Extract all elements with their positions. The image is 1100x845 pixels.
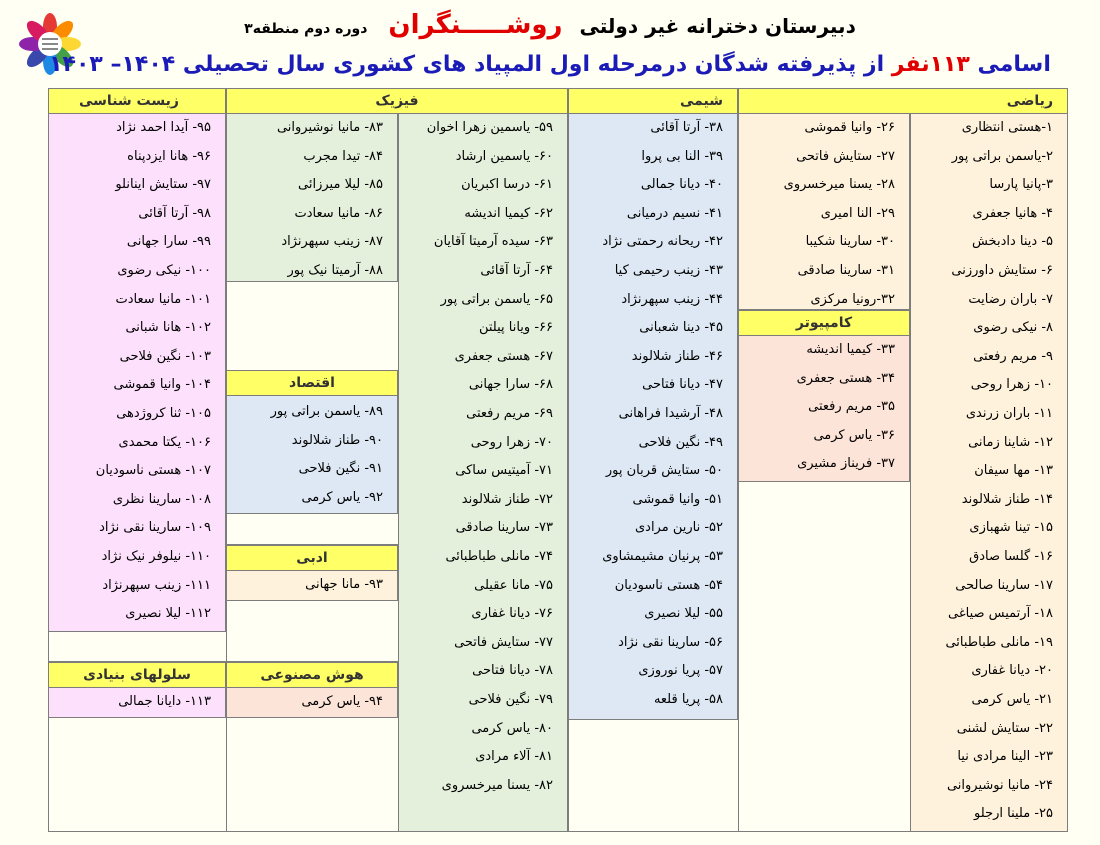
student-entry: ۹۸- آرتا آقائی bbox=[138, 205, 211, 221]
student-entry: ۳۰- سارینا شکیبا bbox=[805, 234, 895, 250]
student-entry: ۶۳- سیده آرمیتا آقایان bbox=[433, 234, 553, 250]
student-entry: ۷۶- دیانا غفاری bbox=[471, 606, 553, 622]
student-entry: ۸۹- یاسمن براتی پور bbox=[270, 404, 383, 419]
student-entry: ۸۷- زینب سپهرنژاد bbox=[281, 234, 383, 250]
student-entry: ۱۱- باران زرندی bbox=[965, 406, 1053, 421]
subtitle-part1: اسامی bbox=[977, 52, 1051, 77]
student-entry: ۵۹- یاسمین زهرا اخوان bbox=[426, 120, 553, 135]
student-entry: ۵۵- لیلا نصیری bbox=[644, 606, 723, 622]
student-entry: ۵- دینا دادبخش bbox=[971, 234, 1053, 250]
student-entry: ۷۰- زهرا روحی bbox=[470, 434, 553, 450]
student-entry: ۱۸- آرتمیس صیاغی bbox=[947, 606, 1053, 622]
student-entry: ۲۲- ستایش لشنی bbox=[956, 720, 1053, 736]
student-entry: ۹۷- ستایش اینانلو bbox=[115, 177, 211, 193]
empty-cell bbox=[226, 513, 399, 545]
page-header bbox=[0, 0, 1100, 86]
student-entry: ۶۷- هستی جعفری bbox=[454, 348, 553, 364]
student-entry: ۵۲- نارین مرادی bbox=[634, 520, 723, 536]
student-entry: ۱۰۰- نیکی رضوی bbox=[117, 263, 211, 278]
student-entry: ۲۹- النا امیری bbox=[820, 205, 895, 221]
student-entry: ۹- مریم رفعتی bbox=[973, 348, 1053, 364]
student-entry: ۸۲- یسنا میرخسروی bbox=[441, 777, 553, 793]
student-entry: ۶۸- سارا جهانی bbox=[468, 377, 553, 393]
student-entry: ۸۶- مانیا سعادت bbox=[294, 205, 383, 221]
student-entry: ۲۸- یسنا میرخسروی bbox=[783, 177, 895, 193]
student-entry: ۹۰- طناز شلالوند bbox=[291, 432, 383, 448]
student-entry: ۳۱- سارینا صادقی bbox=[797, 263, 895, 278]
student-entry: ۲۴- مانیا نوشیروانی bbox=[946, 777, 1053, 793]
document-subtitle bbox=[0, 52, 1100, 77]
student-entry: ۷۱- آمیتیس ساکی bbox=[455, 463, 553, 479]
student-entry: ۵۳- پرنیان مشیمشاوی bbox=[602, 549, 723, 564]
computer-list bbox=[738, 336, 910, 482]
student-entry: ۴۴- زینب سپهرنژاد bbox=[621, 291, 723, 307]
student-entry: ۸۳- مانیا نوشیروانی bbox=[276, 120, 383, 135]
student-entry: ۴۲- ریحانه رحمتی نژاد bbox=[602, 234, 723, 250]
school-brand-name: روشـــــنگران bbox=[388, 10, 563, 40]
math-list-b bbox=[738, 114, 910, 310]
empty-cell bbox=[226, 600, 399, 662]
student-entry: ۱۴- طناز شلالوند bbox=[961, 491, 1053, 507]
student-entry: ۷۷- ستایش فاتحی bbox=[454, 634, 553, 650]
physics-list-a bbox=[398, 114, 568, 832]
student-entry: ۳۹- النا بی پروا bbox=[641, 148, 723, 164]
student-entry: ۴۹- نگین فلاحی bbox=[638, 434, 723, 450]
student-entry: ۲۰- دیانا غفاری bbox=[971, 663, 1053, 679]
student-entry: ۵۷- پریا نوروزی bbox=[638, 663, 723, 679]
student-entry: ۵۱- وانیا قموشی bbox=[632, 491, 723, 507]
subtitle-count: ۱۱۳نفر bbox=[891, 52, 970, 77]
empty-cell bbox=[48, 717, 227, 832]
student-entry: ۱۱۳- دایانا جمالی bbox=[118, 694, 211, 709]
student-entry: ۱۰۸- سارینا نظری bbox=[112, 491, 211, 507]
empty-cell bbox=[226, 717, 399, 832]
section-header-economics: اقتصاد bbox=[226, 370, 398, 396]
student-entry: ۴۱- نسیم درمیانی bbox=[626, 205, 723, 221]
section-header-chemistry: شیمی bbox=[568, 88, 738, 114]
student-entry: ۱-هستی انتظاری bbox=[961, 120, 1053, 135]
student-entry: ۲۱- یاس کرمی bbox=[971, 692, 1053, 707]
student-entry: ۳۸- آرتا آقائی bbox=[650, 120, 723, 135]
student-entry: ۳۷- فریناز مشیری bbox=[797, 456, 895, 472]
student-entry: ۱۰- زهرا روحی bbox=[970, 377, 1053, 393]
student-entry: ۴۳- زینب رحیمی کیا bbox=[614, 263, 723, 278]
empty-cell bbox=[48, 631, 227, 662]
title-part1: دبیرستان دخترانه غیر دولتی bbox=[579, 14, 856, 38]
student-entry: ۷۳- سارینا صادقی bbox=[455, 520, 553, 536]
student-entry: ۲۳- الینا مرادی نیا bbox=[957, 749, 1053, 765]
student-entry: ۸۴- تیدا مجرب bbox=[303, 148, 383, 164]
student-entry: ۸۵- لیلا میرزائی bbox=[298, 177, 383, 193]
student-entry: ۷۵- مانا عقیلی bbox=[474, 577, 553, 593]
student-entry: ۲۷- ستایش فاتحی bbox=[796, 148, 895, 164]
student-entry: ۸۱- آلاء مرادی bbox=[475, 749, 553, 765]
student-entry: ۶۲- کیمیا اندیشه bbox=[464, 205, 553, 221]
empty-cell bbox=[738, 481, 911, 832]
student-entry: ۱۰۳- نگین فلاحی bbox=[119, 348, 211, 364]
school-title bbox=[0, 10, 1100, 40]
student-entry: ۹۶- هانا ایزدپناه bbox=[127, 148, 211, 164]
literature-list bbox=[226, 571, 398, 601]
biology-list bbox=[48, 114, 226, 632]
student-entry: ۲۵- ملینا ارجلو bbox=[974, 806, 1053, 822]
student-entry: ۵۴- هستی ناسودیان bbox=[614, 577, 723, 593]
student-entry: ۱۰۱- مانیا سعادت bbox=[115, 291, 211, 307]
student-entry: ۱۰۶- یکتا محمدی bbox=[118, 434, 211, 450]
student-entry: ۱۷- سارینا صالحی bbox=[955, 577, 1053, 593]
student-entry: ۲-یاسمن براتی پور bbox=[951, 148, 1053, 164]
student-entry: ۳۲-رونیا مرکزی bbox=[810, 291, 895, 307]
student-entry: ۱۱۰- نیلوفر نیک نژاد bbox=[101, 549, 211, 564]
student-entry: ۱۰۲- هانا شبانی bbox=[125, 320, 211, 336]
student-entry: ۷۹- نگین فلاحی bbox=[468, 692, 553, 707]
chemistry-list bbox=[568, 114, 738, 720]
student-entry: ۵۶- سارینا نقی نژاد bbox=[618, 634, 723, 650]
student-entry: ۹۲- یاس کرمی bbox=[301, 489, 383, 505]
student-entry: ۱۰۷- هستی ناسودیان bbox=[95, 463, 211, 479]
section-header-math: ریاضی bbox=[738, 88, 1068, 114]
student-entry: ۸- نیکی رضوی bbox=[973, 320, 1053, 336]
student-entry: ۳-پانیا پارسا bbox=[989, 177, 1053, 193]
student-entry: ۱۰۴- وانیا قموشی bbox=[113, 377, 211, 393]
student-entry: ۵۸- پریا قلعه bbox=[653, 692, 723, 707]
student-entry: ۷۴- مانلی طباطبائی bbox=[445, 549, 553, 564]
student-entry: ۱۳- مها سیفان bbox=[974, 463, 1053, 479]
student-entry: ۵۰- ستایش قربان پور bbox=[605, 463, 723, 479]
student-entry: ۴۷- دیانا فتاحی bbox=[642, 377, 723, 393]
section-header-ai: هوش مصنوعی bbox=[226, 662, 398, 688]
ai-list bbox=[226, 688, 398, 718]
economics-list bbox=[226, 396, 398, 514]
student-entry: ۱۰۵- ثنا کروژدهی bbox=[116, 406, 211, 421]
student-entry: ۹۱- نگین فلاحی bbox=[298, 461, 383, 477]
empty-cell bbox=[568, 719, 739, 832]
student-entry: ۶۱- درسا اکبریان bbox=[461, 177, 553, 193]
student-entry: ۸۸- آرمیتا نیک پور bbox=[287, 263, 383, 278]
student-entry: ۱۱۱- زینب سپهرنژاد bbox=[102, 577, 211, 593]
student-entry: ۸۰- یاس کرمی bbox=[471, 720, 553, 736]
empty-cell bbox=[226, 281, 399, 371]
student-entry: ۶۰- یاسمین ارشاد bbox=[455, 148, 553, 164]
section-header-computer: کامپیوتر bbox=[738, 310, 910, 336]
student-entry: ۴۶- طناز شلالوند bbox=[631, 348, 723, 364]
student-entry: ۶۶- ویانا پیلتن bbox=[478, 320, 553, 336]
student-entry: ۹۵- آیدا احمد نژاد bbox=[116, 120, 211, 135]
section-header-biology: زیست شناسی bbox=[48, 88, 226, 114]
student-entry: ۳۳- کیمیا اندیشه bbox=[806, 342, 895, 357]
student-entry: ۱۵- تینا شهبازی bbox=[969, 520, 1053, 536]
title-part2: دوره دوم منطقه۳ bbox=[244, 21, 368, 37]
student-entry: ۹۹- سارا جهانی bbox=[126, 234, 211, 250]
student-entry: ۱۲- شاینا زمانی bbox=[968, 434, 1053, 450]
section-header-literature: ادبی bbox=[226, 545, 398, 571]
math-list-a bbox=[910, 114, 1068, 832]
student-entry: ۶۵- یاسمن براتی پور bbox=[440, 291, 553, 307]
student-entry: ۲۶- وانیا قموشی bbox=[804, 120, 895, 135]
student-entry: ۹۳- مانا جهانی bbox=[305, 577, 383, 592]
student-entry: ۳۵- مریم رفعتی bbox=[808, 399, 895, 415]
student-entry: ۶۴- آرتا آقائی bbox=[480, 263, 553, 278]
section-header-stem-cells: سلولهای بنیادی bbox=[48, 662, 226, 688]
student-entry: ۴۵- دینا شعبانی bbox=[639, 320, 723, 336]
student-entry: ۷- باران رضایت bbox=[968, 291, 1053, 307]
student-entry: ۳۴- هستی جعفری bbox=[796, 370, 895, 386]
student-entry: ۱۰۹- سارینا نقی نژاد bbox=[99, 520, 211, 536]
student-entry: ۷۸- دیانا فتاحی bbox=[472, 663, 553, 679]
student-entry: ۴۰- دیانا جمالی bbox=[640, 177, 723, 193]
stem-cells-list bbox=[48, 688, 226, 718]
student-entry: ۷۲- طناز شلالوند bbox=[461, 491, 553, 507]
student-entry: ۳۶- یاس کرمی bbox=[813, 427, 895, 443]
student-entry: ۱۱۲- لیلا نصیری bbox=[125, 606, 211, 622]
student-entry: ۴۸- آرشیدا فراهانی bbox=[618, 406, 723, 421]
student-entry: ۴- هانیا جعفری bbox=[972, 205, 1053, 221]
student-entry: ۹۴- یاس کرمی bbox=[301, 694, 383, 709]
subtitle-part2: از پذیرفته شدگان درمرحله اول المپیاد های کشوری سال تحصیلی ۱۴۰۴– ۱۴۰۳ bbox=[49, 52, 885, 77]
physics-list-b bbox=[226, 114, 398, 282]
student-entry: ۶- ستایش داورزنی bbox=[951, 263, 1053, 278]
student-entry: ۱۶- گلسا صادق bbox=[969, 549, 1053, 564]
student-entry: ۶۹- مریم رفعتی bbox=[466, 406, 553, 421]
student-entry: ۱۹- مانلی طباطبائی bbox=[945, 634, 1053, 650]
section-header-physics: فیزیک bbox=[226, 88, 568, 114]
